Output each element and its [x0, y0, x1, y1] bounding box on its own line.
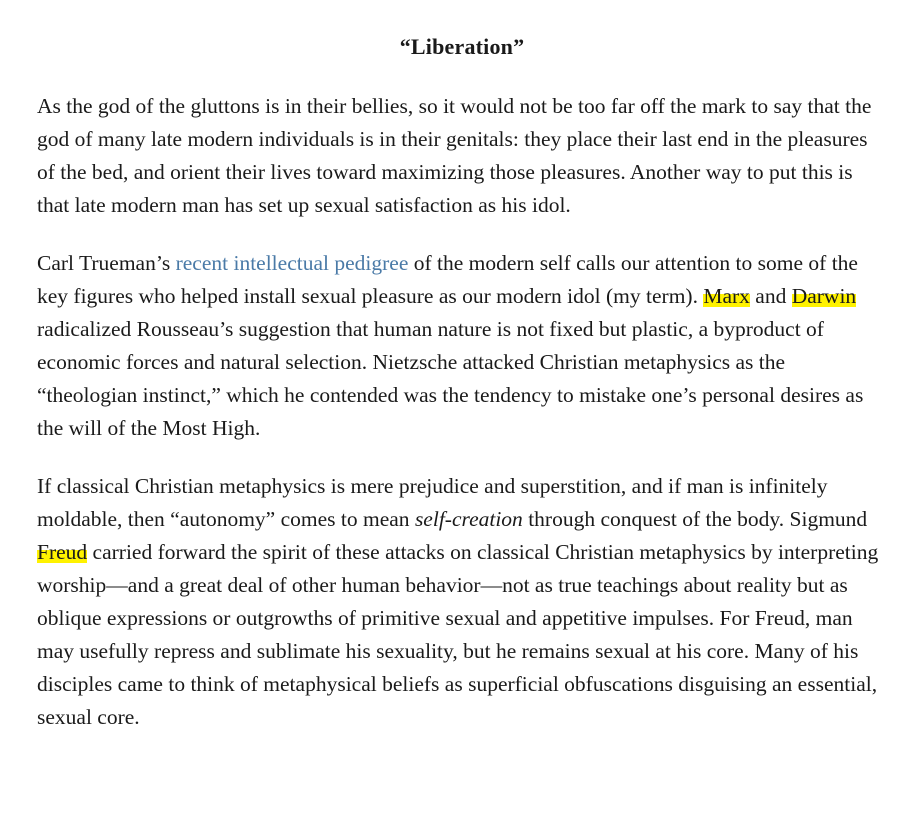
paragraph-1: As the god of the gluttons is in their bellies, so it would not be too far off the mark to say that the god of many late modern individuals is in their genitals: they place their last end in the pleasures of the bed, and orient their lives toward maximizing those pleasures. Another way to put this is that late modern man has set up sexual satisfaction as his idol. — [37, 94, 872, 217]
highlight-marx: Marx — [703, 284, 750, 308]
paragraph-2-text-4: radicalized Rousseau’s suggestion that human nature is not fixed but plastic, a byproduct of economic forces and natural selection. Nietzsche attacked Christian metaphysics as the “theologian instinct,” which he contended was the tendency to mistake one’s personal desires as the will of the Most High. — [37, 317, 864, 440]
section-title: “Liberation” — [399, 34, 525, 59]
paragraph-3-text-1: If classical Christian metaphysics is mere prejudice and superstition, and if man is infinitely moldable, then “autonomy” comes to mean — [37, 474, 828, 531]
paragraph-2-text-3: and — [749, 284, 792, 308]
paragraph-3-text-3: carried forward the spirit of these attacks on classical Christian metaphysics by interpreting worship—and a great deal of other human behavior—not as true teachings about reality but as oblique expressions or outgrowths of primitive sexual and appetitive impulses. For Freud, man may usefully repress and sublimate his sexuality, but he remains sexual at his core. Many of his disciples came to think of metaphysical beliefs as superficial obfuscations disguising an essential, sexual core. — [37, 540, 879, 729]
paragraph-3-emphasis: self-creation — [414, 507, 523, 531]
paragraph-3-text-2: through conquest of the body. Sigmund — [522, 507, 868, 531]
intellectual-pedigree-link[interactable]: recent intellectual pedigree — [175, 251, 409, 275]
highlight-freud: Freud — [37, 540, 88, 564]
highlight-darwin: Darwin — [791, 284, 857, 308]
paragraph-3 — [37, 470, 887, 734]
paragraph-2-text-2: of the modern self calls our attention to some of the key figures who helped install sexual pleasure as our modern idol (my term). — [37, 251, 858, 308]
paragraph-2 — [37, 247, 887, 445]
article-body — [37, 0, 887, 734]
paragraph-2-text-1: Carl Trueman’s — [37, 251, 176, 275]
